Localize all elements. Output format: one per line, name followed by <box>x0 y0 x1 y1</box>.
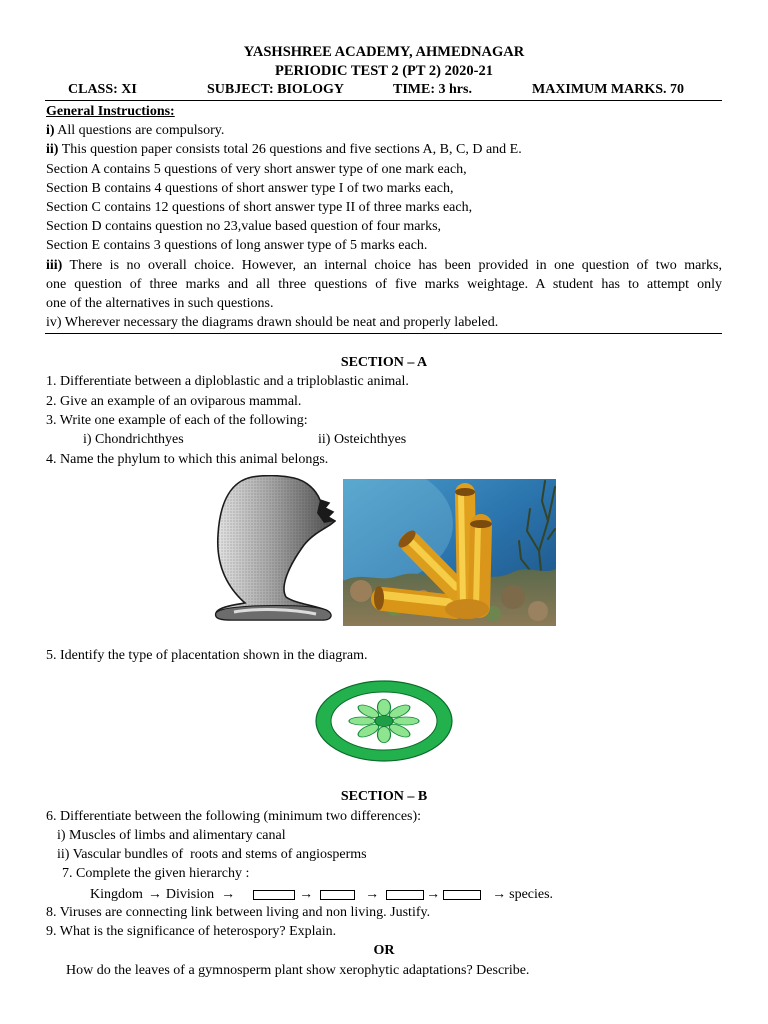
instruction-marker: i) <box>46 123 55 138</box>
question-6: 6. Differentiate between the following (minimum two differences): <box>46 809 422 824</box>
instructions-heading: General Instructions: <box>46 104 175 119</box>
section-d-info: Section D contains question no 23,value based question of four marks, <box>46 219 442 234</box>
instruction-text: This question paper consists total 26 questions and five sections A, B, C, D and E. <box>58 142 522 157</box>
central-flower-shape <box>349 699 419 742</box>
question-6-part-i: i) Muscles of limbs and alimentary canal <box>57 828 286 843</box>
placentation-diagram <box>314 679 454 763</box>
question-9: 9. What is the significance of heterospory? Explain. <box>46 924 337 939</box>
class-label: CLASS: XI <box>68 82 137 97</box>
section-e-info: Section E contains 3 questions of long answer type of 5 marks each. <box>46 238 428 253</box>
question-7: 7. Complete the given hierarchy : <box>62 866 250 881</box>
question-9-alternative: How do the leaves of a gymnosperm plant show xerophytic adaptations? Describe. <box>66 963 530 978</box>
arrow-icon: → <box>221 887 236 902</box>
subject-label: SUBJECT: BIOLOGY <box>207 82 345 97</box>
question-4: 4. Name the phylum to which this animal belongs. <box>46 452 329 467</box>
hierarchy-level-species: species. <box>509 887 554 902</box>
hierarchy-level-kingdom: Kingdom <box>90 887 143 902</box>
hierarchy-chain <box>90 885 553 905</box>
instruction-marker: ii) <box>46 142 59 157</box>
question-2: 2. Give an example of an oviparous mammal. <box>46 394 302 409</box>
instruction-i <box>46 121 224 141</box>
instruction-ii <box>46 140 522 160</box>
arrow-icon: → <box>492 887 507 902</box>
question-3-option-ii: ii) Osteichthyes <box>318 432 407 447</box>
hierarchy-blank-box <box>253 890 295 900</box>
question-6-part-ii: ii) Vascular bundles of roots and stems of angiosperms <box>57 847 367 862</box>
arrow-icon: → <box>426 887 441 902</box>
arrow-icon: → <box>299 887 314 902</box>
instruction-iii-line-1 <box>46 256 722 276</box>
instructions-divider <box>45 333 722 334</box>
question-5: 5. Identify the type of placentation shown in the diagram. <box>46 648 368 663</box>
arrow-icon: → <box>147 887 162 902</box>
school-name: YASHSHREE ACADEMY, AHMEDNAGAR <box>243 44 525 60</box>
section-b-heading: SECTION – B <box>340 789 428 804</box>
hierarchy-blank-box <box>443 890 481 900</box>
instruction-marker: iii) <box>46 258 63 273</box>
instruction-text: There is no overall choice. However, an internal choice has been provided in one question of two marks, <box>62 258 722 273</box>
instruction-iii-line-2: one question of three marks and all three questions of five marks weightage. A student has to attempt only <box>46 277 722 292</box>
test-title: PERIODIC TEST 2 (PT 2) 2020-21 <box>275 63 493 79</box>
tube-sponge-photo <box>343 479 556 626</box>
max-marks-label: MAXIMUM MARKS. 70 <box>532 82 685 97</box>
instruction-iii-line-3: one of the alternatives in such questions. <box>46 296 274 311</box>
instruction-text: All questions are compulsory. <box>54 123 225 138</box>
or-separator: OR <box>373 943 395 958</box>
time-label: TIME: 3 hrs. <box>393 82 472 97</box>
hierarchy-level-division: Division <box>165 887 215 902</box>
question-3: 3. Write one example of each of the following: <box>46 413 308 428</box>
question-3-option-i: i) Chondrichthyes <box>83 432 184 447</box>
section-a-heading: SECTION – A <box>340 355 428 370</box>
question-1: 1. Differentiate between a diploblastic and a triploblastic animal. <box>46 374 409 389</box>
header-divider <box>45 100 722 101</box>
hierarchy-blank-box <box>320 890 355 900</box>
arrow-icon: → <box>365 887 380 902</box>
sponge-drawing-image <box>212 475 336 621</box>
section-a-info: Section A contains 5 questions of very short answer type of one mark each, <box>46 162 467 177</box>
instruction-iv: iv) Wherever necessary the diagrams drawn should be neat and properly labeled. <box>46 315 499 330</box>
question-8: 8. Viruses are connecting link between living and non living. Justify. <box>46 905 431 920</box>
hierarchy-blank-box <box>386 890 424 900</box>
section-b-info: Section B contains 4 questions of short answer type I of two marks each, <box>46 181 454 196</box>
section-c-info: Section C contains 12 questions of short answer type II of three marks each, <box>46 200 473 215</box>
